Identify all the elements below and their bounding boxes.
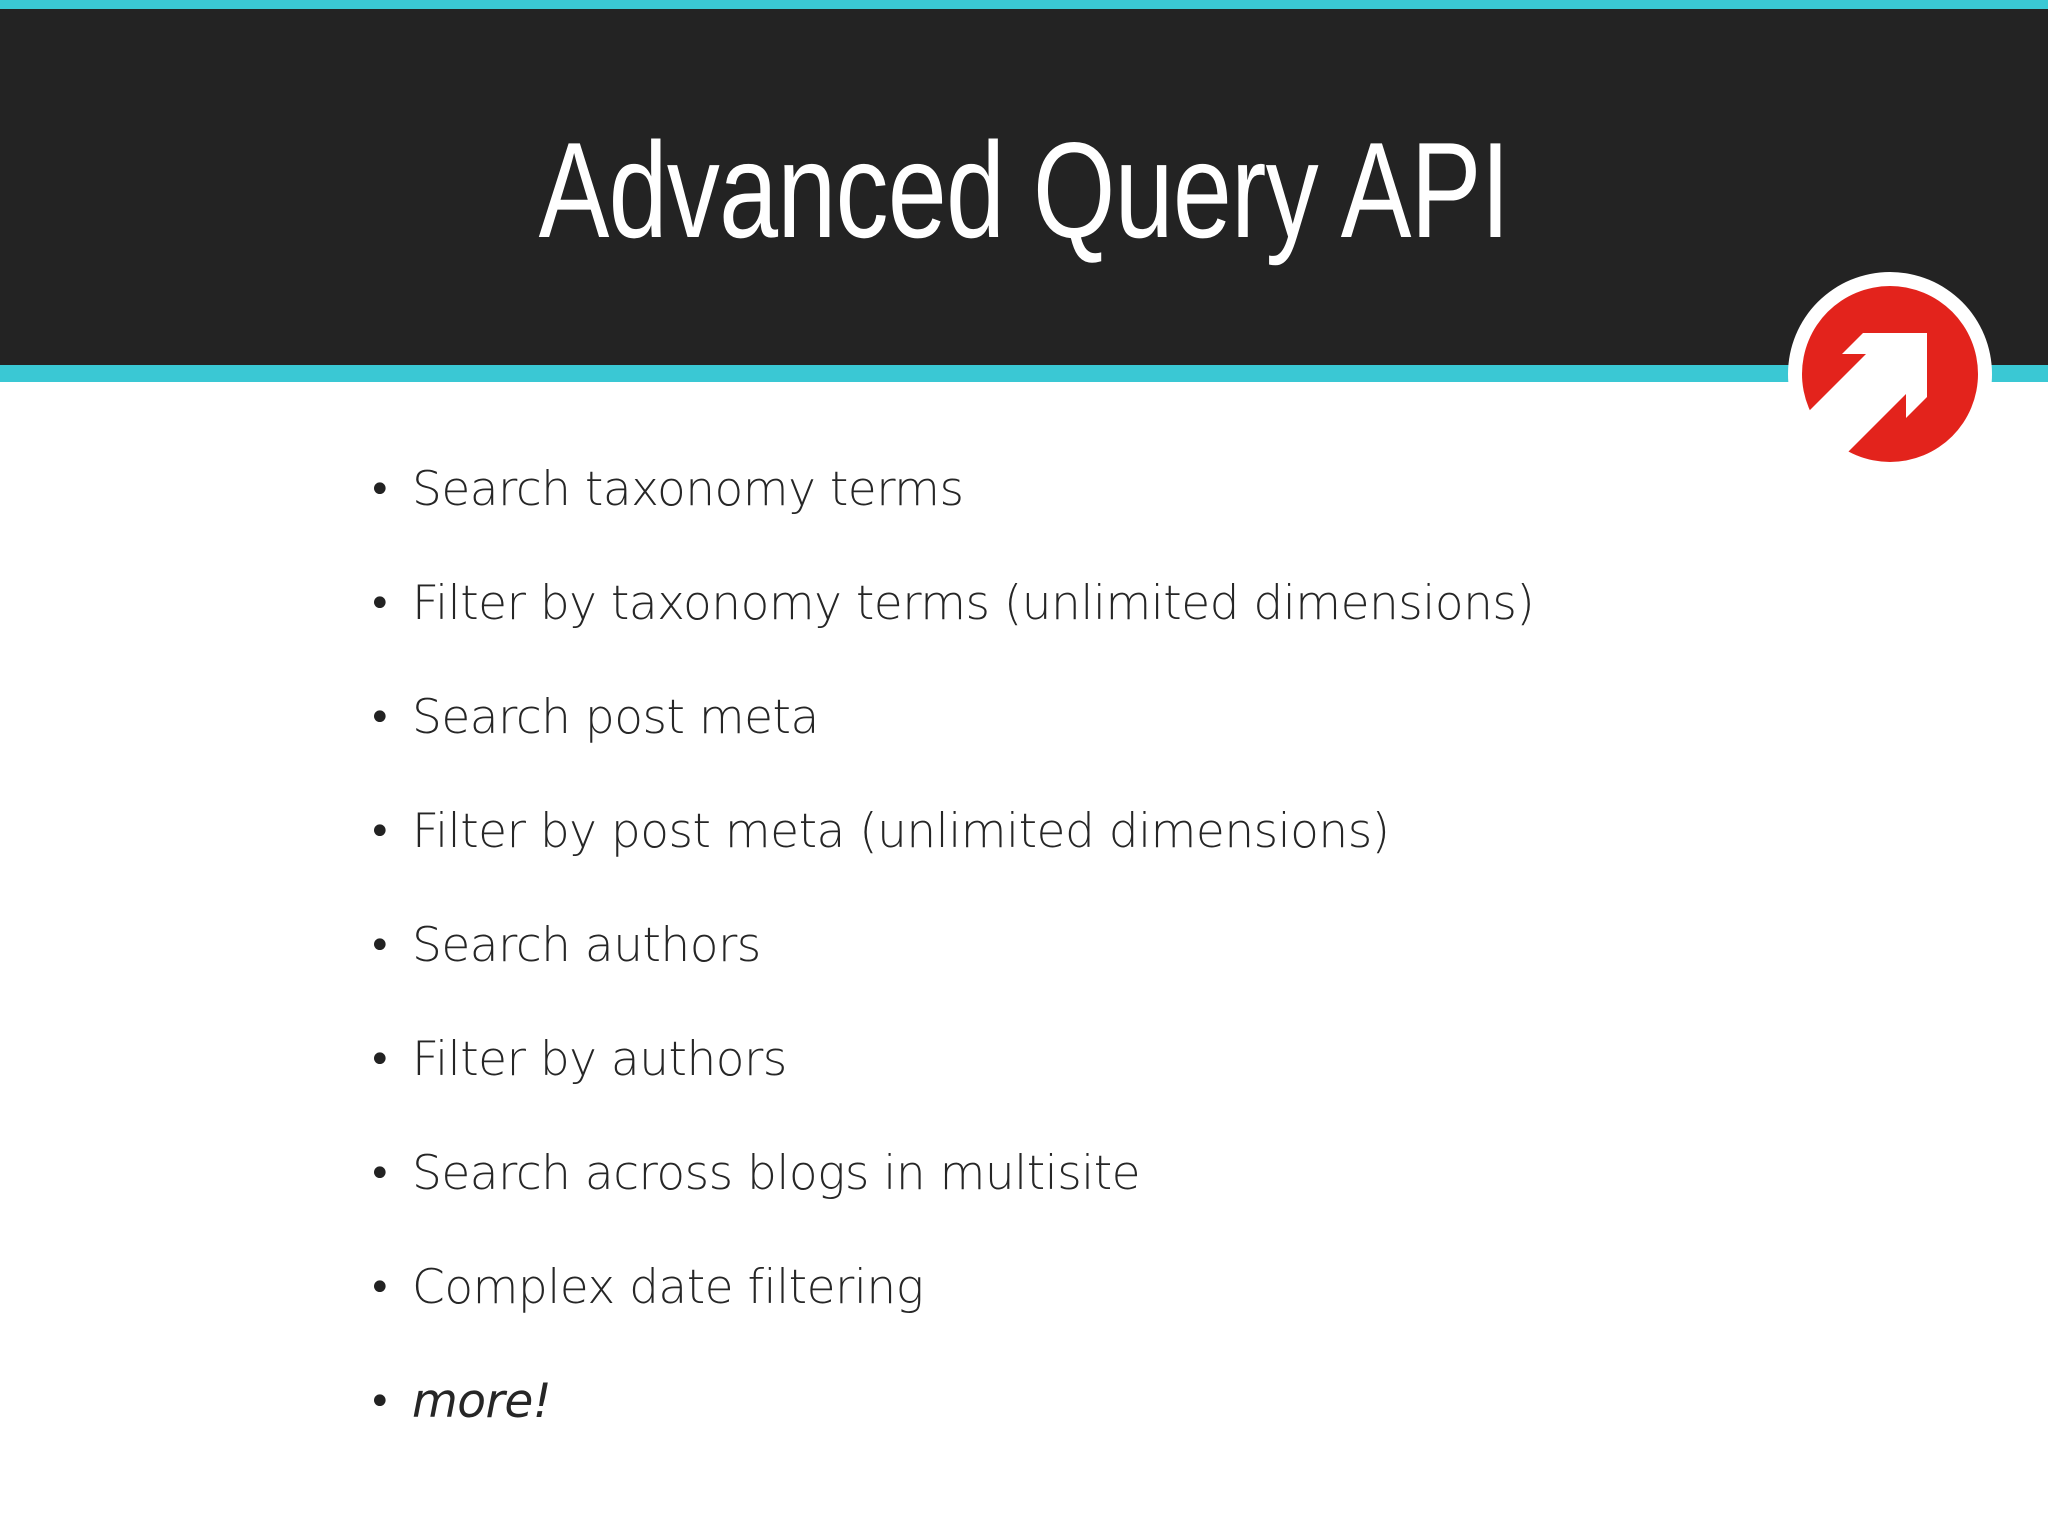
- bullet-marker: •: [368, 1265, 392, 1311]
- slide-title: Advanced Query API: [538, 114, 1510, 266]
- bullet-text: Search authors: [412, 918, 761, 973]
- bullet-marker: •: [368, 809, 392, 855]
- list-item: [368, 782, 1868, 896]
- bullet-text: Search across blogs in multisite: [412, 1146, 1141, 1201]
- bullet-marker: •: [368, 1151, 392, 1197]
- list-item: [368, 668, 1868, 782]
- bullet-marker: •: [368, 695, 392, 741]
- bullet-text: Filter by post meta (unlimited dimensions): [412, 804, 1390, 859]
- list-item: [368, 1238, 1868, 1352]
- list-item: [368, 1124, 1868, 1238]
- bullet-marker: •: [368, 467, 392, 513]
- bullet-text: more!: [412, 1374, 552, 1429]
- bullet-text: Filter by taxonomy terms (unlimited dimensions): [412, 576, 1535, 631]
- bullet-text: Search taxonomy terms: [412, 462, 964, 517]
- feature-bullet-list: [368, 440, 1868, 1466]
- list-item: [368, 1352, 1868, 1466]
- bullet-text: Filter by authors: [412, 1032, 787, 1087]
- list-item: [368, 896, 1868, 1010]
- bullet-text: Search post meta: [412, 690, 819, 745]
- list-item: [368, 1010, 1868, 1124]
- bullet-marker: •: [368, 923, 392, 969]
- bullet-text: Complex date filtering: [412, 1260, 924, 1315]
- bullet-marker: •: [368, 581, 392, 627]
- list-item: [368, 554, 1868, 668]
- bullet-marker: •: [368, 1379, 392, 1425]
- header-accent-stripe: [0, 365, 2048, 382]
- top-accent-stripe: [0, 0, 2048, 9]
- bullet-marker: •: [368, 1037, 392, 1083]
- list-item: [368, 440, 1868, 554]
